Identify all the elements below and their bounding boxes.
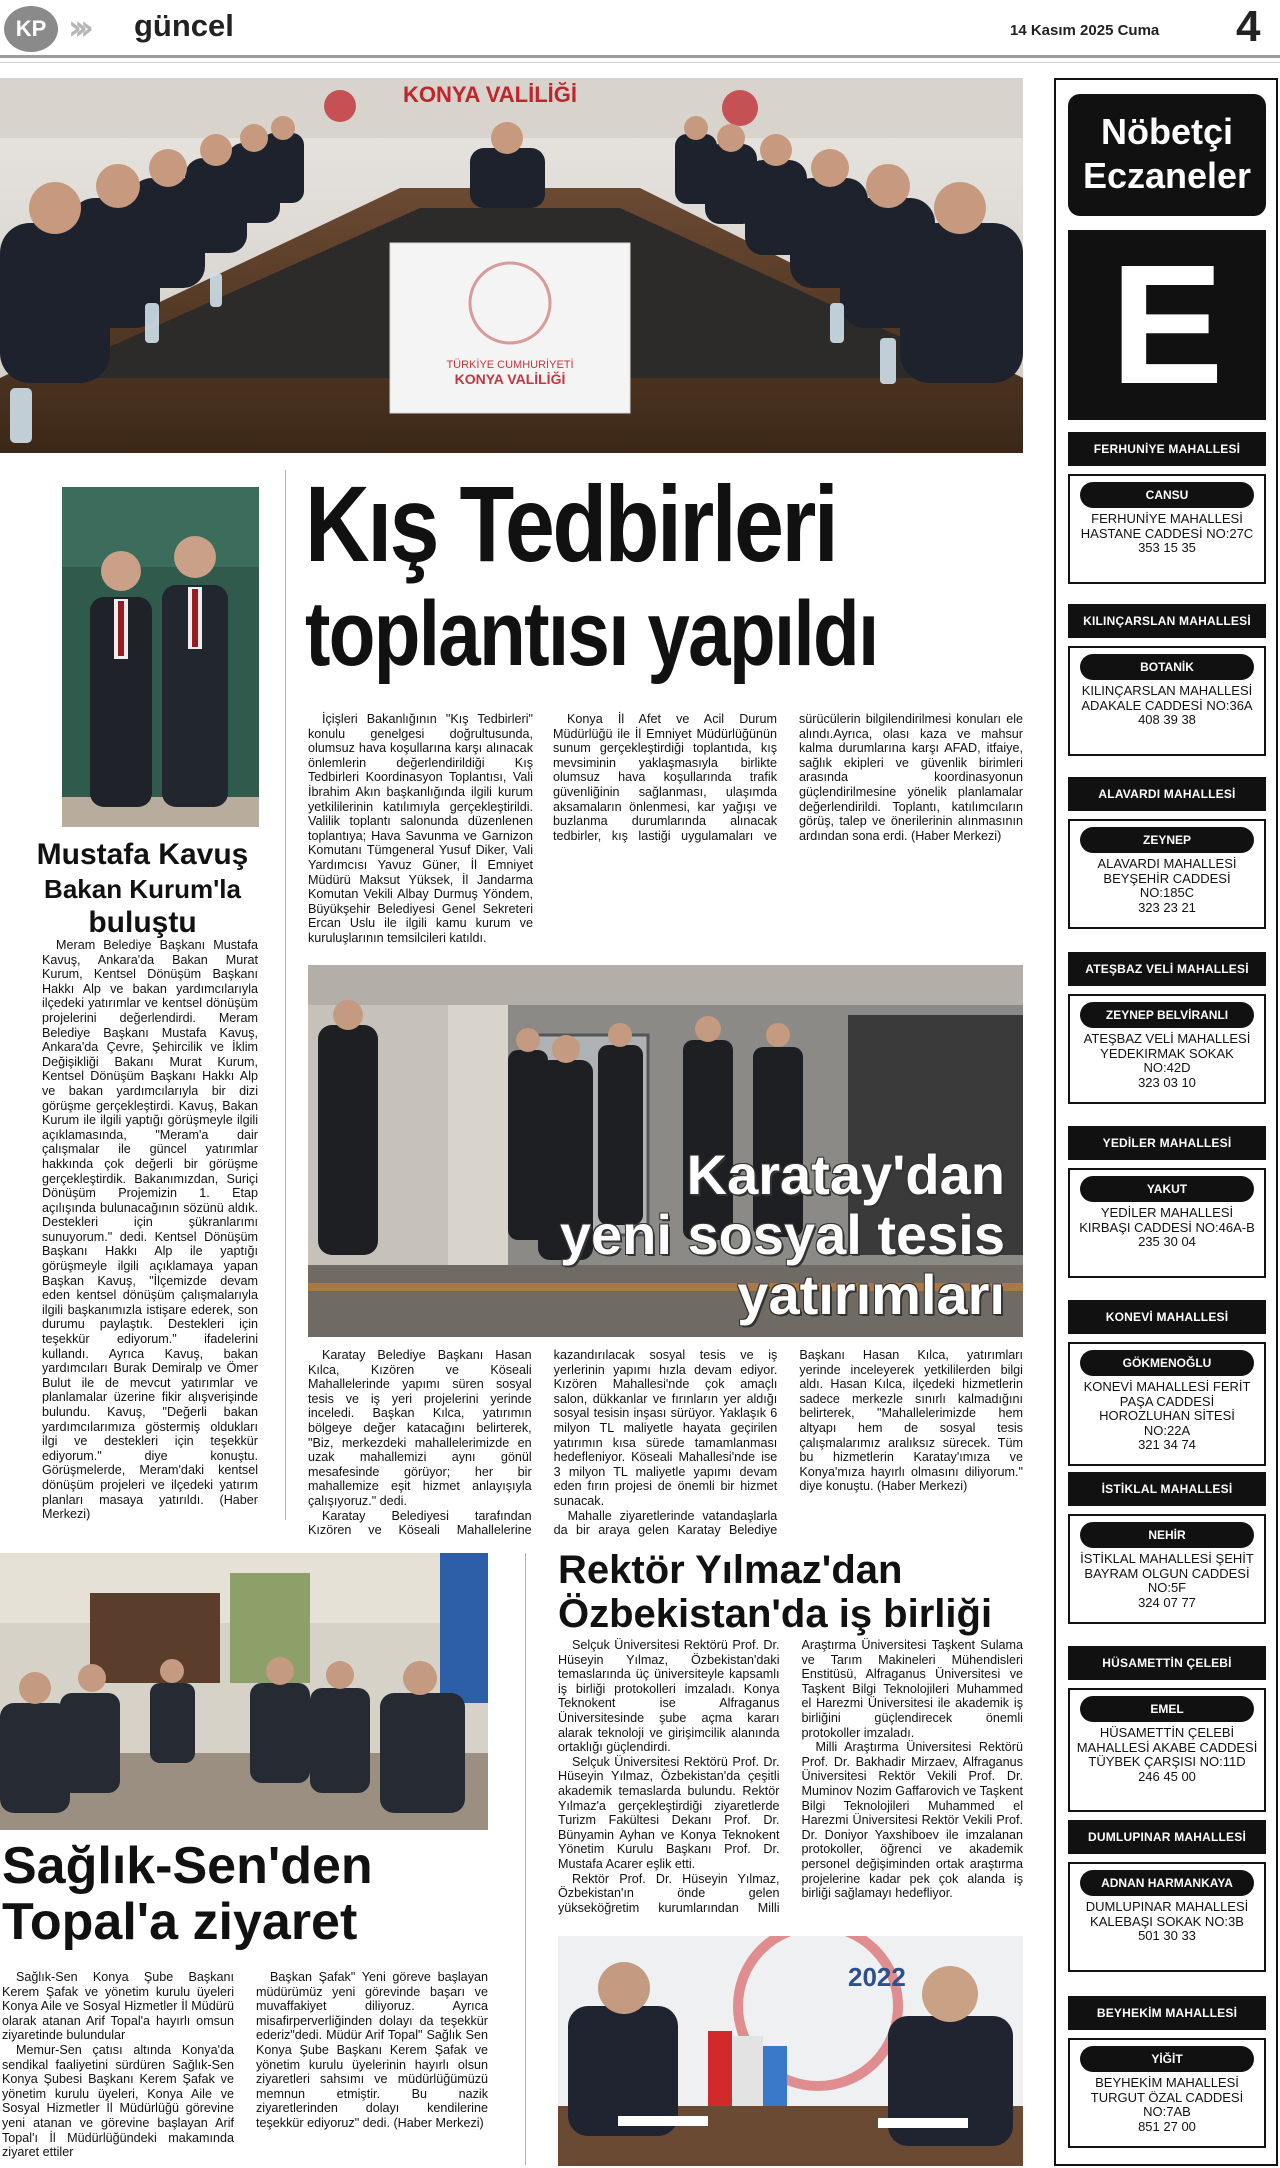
pharmacy-address: KONEVİ MAHALLESİ FERİT PAŞA CADDESİ HOROZLUHAN SİTESİ NO:22A [1083,1379,1251,1438]
saglik-paragraph-1: Sağlık-Sen Konya Şube Başkanı Kerem Şafak ve yönetim kurulu üyeleri Konya Aile ve Sosyal Hizmetler İl Müdürü olarak atanan Arif Topal'a hayırlı omsun ziyaretinde bulundular [2,1970,234,2043]
district-label: ATEŞBAZ VELİ MAHALLESİ [1068,952,1266,986]
section-name: güncel [134,8,234,43]
saglik-sen-photo [0,1553,488,1830]
main-headline [305,463,1025,685]
karatay-paragraph-1: Karatay Belediye Başkanı Hasan Kılca, Kızören ve Köseali Mahallelerinde yapımı süren sosyal tesis ve iş yeri projelerini yerinde inceledi. Başkan Kılca, yatırımın bölgeye değer katacağını belirterek, "Biz, merkezdeki mahallelerimizde en uzak mahallemizi aynı gönül mesafesinde görüyor; her bir mahallemize eşit hizmet anlayışıyla çalışıyoruz." dedi. [308,1348,532,1508]
pharmacy-card[interactable] [1068,646,1266,756]
saglik-headline [2,1838,373,1950]
pharmacy-address: ALAVARDI MAHALLESİ BEYŞEHİR CADDESİ NO:185C [1097,856,1237,900]
main-headline-line-1: Kış Tedbirleri [305,463,837,584]
pharmacy-card[interactable] [1068,1688,1266,1812]
rektor-paragraph-3: Rektör Prof. Dr. Hüseyin Yılmaz, Özbekistan'ın önde gelen yükseköğretim kurumlarından Milli Araştırma Üniversitesi Taşkent Sulama ve Tarım Makineleri Mühendisleri Enstitüsü, Alfraganus Üniversitesi ve Taşkent Bilgi Teknolojileri Muhammed el Harezmi Üniversitesi ile akademik iş birliğini güçlendirecek önemli protokoller imzaladı. [558,1638,1023,1915]
chevrons-icon: ››› [68,8,87,48]
newspaper-logo[interactable]: KP [4,6,58,52]
pharmacy-phone[interactable]: 353 15 35 [1138,540,1196,555]
page-header [0,0,1280,60]
rektor-headline [558,1548,992,1636]
pharmacy-address: İSTİKLAL MAHALLESİ ŞEHİT BAYRAM OLGUN CADDESİ NO:5F [1080,1551,1254,1595]
column-divider [525,1553,526,2165]
main-body-col-2 [553,712,1023,843]
district-label: BEYHEKİM MAHALLESİ [1068,1996,1266,2030]
pharmacy-name: GÖKMENOĞLU [1080,1350,1254,1376]
kavus-headline-line-2: Bakan Kurum'la [44,874,241,904]
pharmacy-phone[interactable]: 501 30 33 [1138,1928,1196,1943]
page-number: 4 [1236,2,1261,51]
karatay-headline-line-2: yeni sosyal tesis [559,1203,1005,1266]
pharmacy-phone[interactable]: 323 23 21 [1138,899,1196,915]
main-paragraph-1: İçişleri Bakanlığının "Kış Tedbirleri" konulu genelgesi doğrultusunda, olumsuz hava koşullarına karşı alınacak önlemlerin değerlendirildiği Kış Tedbirleri Koordinasyon Toplantısı, Vali İbrahim Akın başkanlığında ilgili kurum yetkililerinin katılımıyla gerçekleştirildi. Valilik toplantı salonunda düzenlenen toplantıya; Hava Savunma ve Garnizon Komutanı Tümgeneral Yusuf Diker, Vali Yardımcısı Yavuz Güner, İl Emniyet Müdürü Maksut Yüksek, İl Jandarma Komutan Vekili Albay Durmuş Yöndem, Büyükşehir Belediyesi Genel Sekreteri Ercan Uslu ile ilgili kamu kurum ve kuruluşlarının temsilcileri katıldı. [308,712,533,945]
pharmacy-name: CANSU [1080,482,1254,508]
pharmacy-card[interactable] [1068,1168,1266,1278]
pharmacy-card[interactable] [1068,474,1266,584]
rektor-paragraph-4: Milli Araştırma Üniversitesi Rektörü Prof. Dr. Bakhadir Mirzaev, Alfraganus Üniversitesi Rektör Vekili Prof. Dr. Muminov Nozim Gaffarovich ve Taşkent Bilgi Teknolojileri Muhammed el Harezmi Üniversitesi Rektör Vekili Prof. Dr. Doniyor Yaxshiboev ile imzalanan protokoller, öğrenci ve akademik personel değişiminden ortak araştırma projelerine kadar pek çok alanda iş birliği sağlamayı hedefliyor. [801,1740,1023,1901]
sidebar-title-line-2: Eczaneler [1082,155,1252,196]
pharmacy-phone[interactable]: 235 30 04 [1138,1234,1196,1249]
podium-text-2: KONYA VALİLİĞİ [454,371,566,387]
pharmacy-address: YEDİLER MAHALLESİ KIRBAŞI CADDESİ NO:46A-B [1079,1205,1255,1235]
rektor-body [558,1638,1023,1926]
saglik-body [2,1970,488,2166]
kavus-headline [10,838,275,940]
pharmacy-name: YAKUT [1080,1176,1254,1202]
kavus-body [42,938,258,1522]
saglik-paragraph-2: Memur-Sen çatısı altında Konya'da sendikal faaliyetini sürdüren Sağlık-Sen Konya Şubesi Başkanı Kerem Şafak ve yönetim kurulu üyeleri, Konya Aile ve Sosyal Hizmetler İl Müdürlüğü görevine yeni atanan ve görevine başlayan Arif Topal'ı İl Müdürlüğündeki makamında ziyaret ettiler [2,2042,234,2160]
pharmacy-card[interactable] [1068,1514,1266,1624]
pharmacy-phone[interactable]: 851 27 00 [1138,2118,1196,2134]
pharmacy-card[interactable] [1068,1862,1266,1972]
rektor-headline-line-1: Rektör Yılmaz'dan [558,1548,903,1592]
pharmacy-name: ZEYNEP [1080,827,1254,853]
pharmacy-address: FERHUNİYE MAHALLESİ HASTANE CADDESİ NO:27C [1080,511,1254,541]
sidebar-title-line-1: Nöbetçi [1100,111,1233,152]
kavus-paragraph: Meram Belediye Başkanı Mustafa Kavuş, Ankara'da Bakan Murat Kurum, Kentsel Dönüşüm Başkanı Hakkı Alp ve bakan yardımcılarıyla ilçedeki yatırımlar ve kentsel dönüşüm projelerini değerlendirdi. Meram Belediye Başkanı Mustafa Kavuş, Ankara'da Çevre, Şehircilik ve İklim Değişikliği Bakanı Murat Kurum, Kentsel Dönüşüm Başkanı Hakkı Alp ve bakan yardımcılarıyla bir dizi görüşme gerçekleştirdi. Kavuş, Bakan Kurum ile ilgili yaptığı görüşmeyle ilgili açıklamasında, "Meram'a dair çalışmalar ile güncel yatırımlar hakkında çok değerli bir görüşme gerçekleştirdik. Bakanımızdan, Suriçi Dönüşüm Projemizin 1. Etap açılışında bulunacağının sözünü aldık. Destekleri için şükranlarımı sunuyorum." dedi. Kentsel Dönüşüm Başkanı Hakkı Alp ile yaptığı görüşmeyle ilgili açıklamaya yapan Başkan Kavuş, "İlçemizde devam eden kentsel dönüşüm çalışmalarıyla ilgili başkanımızla istişare ederek, son durumu paylaştık. Destekleri için teşekkür ediyorum." ifadelerini kullandı. Ayrıca Kavuş, bakan yardımcıları Burak Demiralp ve Ömer Bulut ile de mevcut yatırımlar ve planlamalar üzerine fikir alışverişinde bulundu. Kavuş, "Değerli bakan yardımcılarımıza göstermiş oldukları ilgi ve destekleri için teşekkür ediyorum." diye konuştu. Görüşmelerde, Meram'daki kentsel dönüşüm projeleri ve ilçedeki yatırım planları masaya yatırıldı. (Haber Merkezi) [42,938,258,1522]
pharmacy-card[interactable] [1068,2038,1266,2148]
pharmacy-address: BEYHEKİM MAHALLESİ TURGUT ÖZAL CADDESİ NO:7AB [1090,2075,1244,2119]
karatay-headline-line-3: yatırımları [737,1263,1005,1326]
karatay-headline [560,1145,1005,1325]
karatay-paragraph-2: Karatay Belediyesi tarafından Kızören ve Köseali Mahallelerine kazandırılacak sosyal tesis ve iş yerlerinin yapımı hızla devam ediyor. Kızören Mahallesi'nde çok amaçlı salon, dükkanlar ve fırınların yer aldığı sosyal tesisin inşası sürüyor. Yaklaşık 6 milyon TL maliyetle hayata geçirilen yatırımın kısa sürede tamamlanması hedefleniyor. Köseali Mahallesi'nde ise 3 milyon TL maliyetle yapımı devam eden fırın projesi de önemli bir hizmet sunacak. [308,1348,778,1538]
pharmacy-name: BOTANİK [1080,654,1254,680]
karatay-paragraph-3: Mahalle ziyaretlerinde vatandaşlarla da bir araya gelen Karatay Belediye Başkanı Hasan Kılca, yatırımları yerinde inceleyerek yetkililerden bilgi aldı. Hasan Kılca, ilçedeki hizmetlerin sadece merkezle sınırlı kalmadığını belirterek, "Mahallelerimizde hem altyapı hem de sosyal tesis çalışmalarımız aralıksız sürecek. Tüm bu hizmetlerin Karatay'ımıza ve Konya'mıza hayırlı olmasını diliyorum." diye konuştu. (Haber Merkezi) [553,1348,1023,1538]
pharmacy-card[interactable] [1068,994,1266,1104]
district-label: DUMLUPINAR MAHALLESİ [1068,1820,1266,1854]
pharmacy-name: ZEYNEP BELVİRANLI [1080,1002,1254,1028]
pharmacy-name: YİĞİT [1080,2046,1254,2072]
district-label: KILINÇARSLAN MAHALLESİ [1068,604,1266,638]
pharmacy-address: HÜSAMETTİN ÇELEBİ MAHALLESİ AKABE CADDESİ TÜYBEK ÇARŞISI NO:11D [1076,1725,1258,1769]
district-label: YEDİLER MAHALLESİ [1068,1126,1266,1160]
column-divider [285,470,286,1520]
pharmacy-e-icon: E [1068,230,1266,420]
district-label: HÜSAMETTİN ÇELEBİ [1068,1646,1266,1680]
pharmacy-address: ATEŞBAZ VELİ MAHALLESİ YEDEKIRMAK SOKAK NO:42D [1083,1031,1251,1075]
pharmacy-name: ADNAN HARMANKAYA [1080,1870,1254,1896]
header-divider [0,55,1280,58]
pharmacy-address: KILINÇARSLAN MAHALLESİ ADAKALE CADDESİ NO:36A [1081,683,1253,713]
karatay-headline-line-1: Karatay'dan [686,1143,1005,1206]
pharmacy-phone[interactable]: 246 45 00 [1138,1768,1196,1784]
main-paragraph-2: Konya İl Afet ve Acil Durum Müdürlüğü ile İl Emniyet Müdürlüğünün sunum gerçekleştirdiği toplantıda, kış mevsiminin yaklaşmasıyla birlikte olumsuz hava koşullarında trafik güvenliğinin sağlanması, ulaşımda aksamaların önlenmesi, kar yağışı ve buzlanma durumlarında alınacak tedbirler, kış lastiği uygulamaları ve sürücülerin bilgilendirilmesi konuları ele alındı.Ayrıca, olası kaza ve mahsur kalma durumlarına karşı AFAD, itfaiye, sağlık ekipleri ve güvenlik birimleri arasında koordinasyonun güçlendirilmesine yönelik planlamalar değerlendirildi. Toplantı, katılımcıların görüş, talep ve önerilerinin alınmasının ardından sona erdi. (Haber Merkezi) [553,712,1023,843]
karatay-photo [308,965,1023,1337]
rektor-headline-line-2: Özbekistan'da iş birliği [558,1592,993,1636]
issue-date: 14 Kasım 2025 Cuma [1010,22,1160,39]
meeting-photo [0,78,1023,453]
district-label: KONEVİ MAHALLESİ [1068,1300,1266,1334]
kavus-photo [62,487,259,827]
header-divider-thin [0,62,1280,63]
sidebar-title [1068,94,1266,216]
saglik-headline-line-1: Sağlık-Sen'den [2,1837,373,1895]
rektor-paragraph-1: Selçuk Üniversitesi Rektörü Prof. Dr. Hüseyin Yılmaz, Özbekistan'daki temaslarında üç üniversiteyle kapsamlı iş birliği protokolleri imzaladı. Konya Teknokent ise Alfraganus Üniversitesinde şube açma kararı alarak teknoloji ve girişimcilik alanında ortaklığı güçlendirdi. [558,1638,780,1755]
pharmacy-phone[interactable]: 324 07 77 [1138,1594,1196,1610]
district-label: FERHUNİYE MAHALLESİ [1068,432,1266,466]
podium-text-1: TÜRKİYE CUMHURİYETİ [446,359,574,371]
district-label: ALAVARDI MAHALLESİ [1068,777,1266,811]
kavus-headline-line-1: Mustafa Kavuş [36,838,249,871]
saglik-paragraph-3: Başkan Şafak" Yeni göreve başlayan müdürümüz yeni görevinde başarı ve muvaffakiyet diliyoruz. Ayrıca misafirperverliğinden dolayı da teşekkür ederiz"dedi. Müdür Arif Topal" Sağlık Sen Konya Şube Başkanı Kerem Şafak ve yönetim kurulu üyelerinin hayırlı olsun ziyaretleri sahsımı ve müdürlüğümüzü memnun etmiştir. Bu nazik ziyaretlerinden dolayı kendilerine teşekkür ediyoruz" dedi. (Haber Merkezi) [256,1970,488,2130]
rektor-photo [558,1936,1023,2166]
karatay-body [308,1348,1023,1538]
district-label: İSTİKLAL MAHALLESİ [1068,1472,1266,1506]
pharmacy-card[interactable] [1068,1342,1266,1466]
saglik-headline-line-2: Topal'a ziyaret [2,1893,358,1951]
rektor-paragraph-2: Selçuk Üniversitesi Rektörü Prof. Dr. Hüseyin Yılmaz, Özbekistan'da çeşitli akademik temaslarda bulundu. Rektör Yılmaz'a gerçekleştirdiği ziyaretlerde Turizm Fakültesi Dekanı Prof. Dr. Bünyamin Ayhan ve Konya Teknokent Yönetim Kurulu Başkanı Prof. Dr. Mustafa Acarer eşlik etti. [558,1754,780,1871]
pharmacy-address: DUMLUPINAR MAHALLESİ KALEBAŞI SOKAK NO:3B [1085,1899,1249,1929]
main-headline-line-2: toplantısı yapıldı [305,583,878,685]
pharmacy-phone[interactable]: 321 34 74 [1138,1437,1196,1452]
pharmacy-phone[interactable]: 323 03 10 [1138,1074,1196,1090]
sign-text: KONYA VALİLİĞİ [403,82,577,107]
pharmacy-sidebar [1054,78,1278,2166]
event-logo-text: 2022 [848,1962,906,1992]
main-body-col-1 [308,712,533,946]
kavus-headline-line-3: buluştu [88,906,197,939]
pharmacy-name: NEHİR [1080,1522,1254,1548]
pharmacy-phone[interactable]: 408 39 38 [1138,712,1196,727]
pharmacy-card[interactable] [1068,819,1266,929]
pharmacy-name: EMEL [1080,1696,1254,1722]
